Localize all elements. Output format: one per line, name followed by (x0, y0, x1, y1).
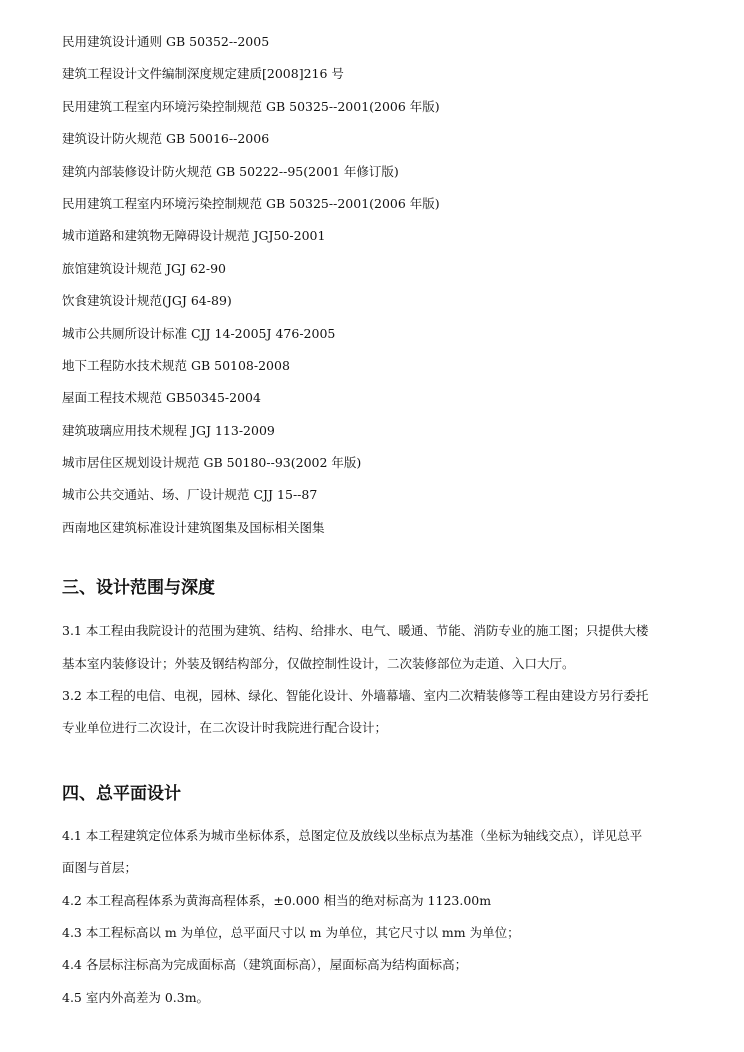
paragraph-4-5: 4.5 室内外高差为 0.3m。 (62, 989, 210, 1005)
list-item: 地下工程防水技术规范 GB 50108-2008 (62, 357, 290, 373)
paragraph-4-1-line-1: 4.1 本工程建筑定位体系为城市坐标体系，总图定位及放线以坐标点为基准（坐标为轴线交点），详见总平 (62, 827, 643, 843)
list-item: 屋面工程技术规范 GB50345-2004 (62, 390, 261, 406)
reference-standards-list (62, 26, 688, 544)
paragraph-4-4: 4.4 各层标注标高为完成面标高（建筑面标高），屋面标高为结构面标高； (62, 957, 468, 973)
list-item: 建筑设计防火规范 GB 50016--2006 (62, 131, 270, 147)
list-item: 民用建筑设计通则 GB 50352--2005 (62, 34, 270, 49)
document-page (62, 26, 688, 1014)
list-item: 城市公共交通站、场、厂设计规范 CJJ 15--87 (62, 487, 318, 503)
list-item: 民用建筑工程室内环境污染控制规范 GB 50325--2001(2006 年版) (62, 98, 440, 114)
list-item: 旅馆建筑设计规范 JGJ 62-90 (62, 260, 226, 276)
list-item: 建筑内部装修设计防火规范 GB 50222--95(2001 年修订版) (62, 163, 399, 179)
section-3-heading: 三、设计范围与深度 (62, 578, 215, 599)
list-item: 民用建筑工程室内环境污染控制规范 GB 50325--2001(2006 年版) (62, 195, 440, 211)
paragraph-3-2-line-2: 专业单位进行二次设计，在二次设计时我院进行配合设计； (62, 720, 388, 736)
paragraph-3-2-line-1: 3.2 本工程的电信、电视，园林、绿化、智能化设计、外墙幕墙、室内二次精装修等工程由建设方另行委托 (62, 688, 649, 704)
list-item: 饮食建筑设计规范(JGJ 64-89) (62, 293, 232, 309)
list-item: 建筑工程设计文件编制深度规定建质[2008]216 号 (62, 66, 344, 82)
list-item: 建筑玻璃应用技术规程 JGJ 113-2009 (62, 422, 275, 438)
paragraph-4-3: 4.3 本工程标高以 m 为单位，总平面尺寸以 m 为单位，其它尺寸以 mm 为单位； (62, 924, 520, 940)
list-item: 城市道路和建筑物无障碍设计规范 JGJ50-2001 (62, 228, 326, 244)
list-item: 城市居住区规划设计规范 GB 50180--93(2002 年版) (62, 455, 362, 471)
paragraph-3-1-line-2: 基本室内装修设计；外装及钢结构部分，仅做控制性设计，二次装修部位为走道、入口大厅。 (62, 655, 575, 671)
paragraph-4-1-line-2: 面图与首层； (62, 860, 138, 876)
section-3-body (62, 615, 688, 745)
section-4-heading: 四、总平面设计 (62, 783, 181, 804)
list-item: 城市公共厕所设计标准 CJJ 14-2005J 476-2005 (62, 325, 336, 341)
paragraph-4-2: 4.2 本工程高程体系为黄海高程体系，±0.000 相当的绝对标高为 1123.00m (62, 892, 492, 908)
paragraph-3-1-line-1: 3.1 本工程由我院设计的范围为建筑、结构、给排水、电气、暖通、节能、消防专业的施工图；只提供大楼 (62, 623, 649, 639)
section-4-body (62, 820, 688, 1014)
list-item: 西南地区建筑标准设计建筑图集及国标相关图集 (62, 519, 325, 535)
